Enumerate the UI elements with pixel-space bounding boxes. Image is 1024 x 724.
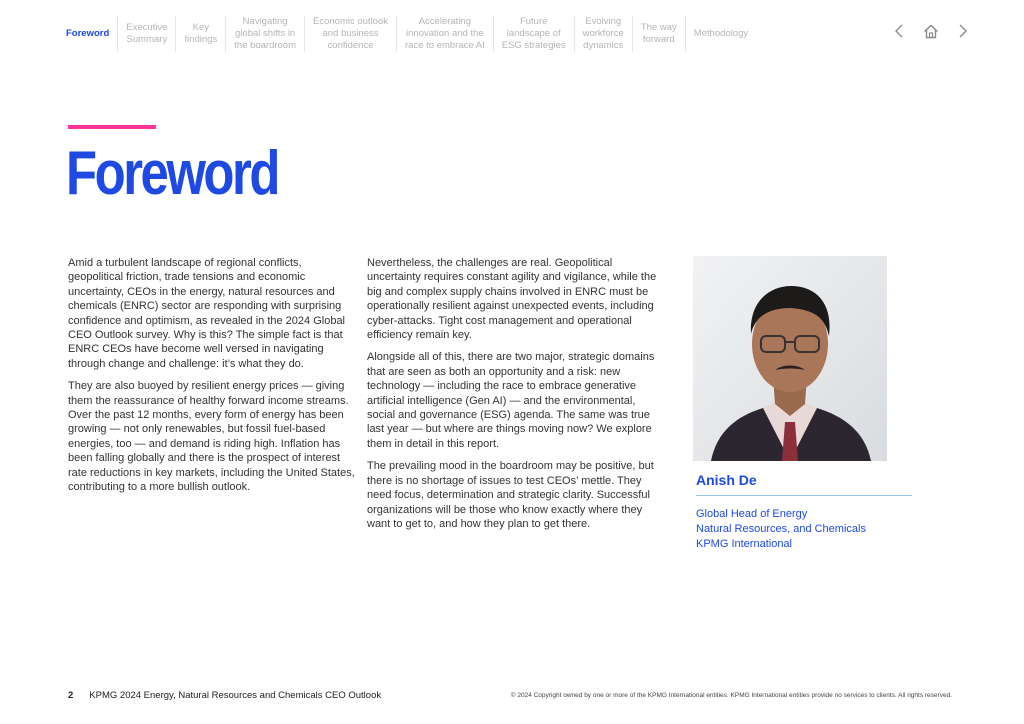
profile-divider bbox=[696, 495, 912, 496]
nav-item-label-line: innovation and the bbox=[406, 28, 484, 39]
nav-item-navigating-global-shifts-in-the-boardroom[interactable] bbox=[226, 16, 305, 52]
nav-item-future-landscape-of-esg-strategies[interactable] bbox=[494, 16, 575, 52]
nav-item-label-line: Economic outlook bbox=[313, 16, 388, 27]
nav-item-label-line: dynamics bbox=[583, 40, 624, 51]
page-number: 2 bbox=[68, 690, 74, 701]
nav-item-label-line: forward bbox=[642, 34, 675, 45]
nav-item-label-line: Executive bbox=[126, 22, 168, 33]
nav-item-foreword[interactable] bbox=[58, 16, 118, 52]
nav-item-label bbox=[405, 16, 485, 52]
nav-item-label bbox=[234, 16, 296, 52]
nav-item-label-line: global shifts in bbox=[235, 28, 296, 39]
section-navigation bbox=[58, 14, 756, 54]
nav-item-label-line: confidence bbox=[327, 40, 374, 51]
nav-item-label-line: Navigating bbox=[242, 16, 288, 27]
profile-title bbox=[696, 507, 866, 552]
page-controls bbox=[890, 22, 972, 40]
nav-item-evolving-workforce-dynamics[interactable] bbox=[575, 16, 633, 52]
footer-left bbox=[68, 690, 381, 701]
nav-item-accelerating-innovation-and-the-race-to-embrace-ai[interactable] bbox=[397, 16, 494, 52]
nav-item-label-line: Evolving bbox=[585, 16, 622, 27]
nav-item-label-line: race to embrace AI bbox=[405, 40, 485, 51]
body-column-1 bbox=[68, 256, 358, 503]
nav-item-label-line: landscape of bbox=[506, 28, 561, 39]
next-arrow-icon[interactable] bbox=[954, 22, 972, 40]
paragraph: They are also buoyed by resilient energy prices — giving them the reassurance of healthy forward income streams. Over the past 12 months, every form of energy has been growing — not only renewables, but fossil fuel-based energies, too — and demand is riding high. Inflation has been falling globally and there is the prospect of interest rate reductions in key markets, including the United States, contributing to a more bullish outlook. bbox=[68, 380, 355, 494]
nav-item-label bbox=[313, 16, 388, 52]
page-title: Foreword bbox=[66, 139, 278, 208]
title-accent-bar bbox=[68, 125, 156, 129]
nav-item-label bbox=[641, 22, 677, 46]
nav-item-key-findings[interactable] bbox=[176, 16, 226, 52]
nav-item-methodology[interactable] bbox=[686, 16, 756, 52]
nav-item-label-line: and business bbox=[322, 28, 379, 39]
nav-item-label bbox=[583, 16, 624, 52]
paragraph: Amid a turbulent landscape of regional conflicts, geopolitical friction, trade tensions and economic uncertainty, CEOs in the energy, natural resources and chemicals (ENRC) sector are responding with surprising confidence and optimism, as revealed in the 2024 Global CEO Outlook survey. Why is this? The simple fact is that ENRC CEOs have become well versed in navigating through change and challenge: it’s what they do. bbox=[68, 257, 346, 370]
paragraph: Nevertheless, the challenges are real. Geopolitical uncertainty requires constant agility and vigilance, while the big and complex supply chains involved in ENRC must be operationally resilient against unexpected events, including cyber-attacks. Tight cost management and operational efficiency remain key. bbox=[367, 257, 657, 342]
nav-item-label bbox=[184, 22, 217, 46]
copyright-notice: © 2024 Copyright owned by one or more of the KPMG International entities. KPMG International entities provide no services to clients. All rights reserved. bbox=[510, 692, 952, 699]
nav-item-the-way-forward[interactable] bbox=[633, 16, 686, 52]
nav-item-label-line: Future bbox=[519, 16, 548, 27]
nav-item-label-line: workforce bbox=[582, 28, 624, 39]
nav-item-label-line: Methodology bbox=[693, 28, 749, 39]
paragraph: Alongside all of this, there are two major, strategic domains that are seen as both an opportunity and a risk: new technology — including the race to embrace generative artificial intelligence (Gen AI) — and the environmental, social and governance (ESG) agenda. The same was true last year — but where are things moving now? We explore them in detail in this report. bbox=[367, 351, 655, 450]
nav-item-label-line: findings bbox=[184, 34, 218, 45]
nav-item-label-line: the boardroom bbox=[234, 40, 297, 51]
profile-role: Global Head of Energy bbox=[696, 508, 808, 520]
prev-arrow-icon[interactable] bbox=[890, 22, 908, 40]
nav-item-label-line: ESG strategies bbox=[501, 40, 566, 51]
paragraph: The prevailing mood in the boardroom may be positive, but there is no shortage of issues to test CEOs’ mettle. They need focus, determination and strategic clarity. Successful organizations will be those who know exactly where they want to get to, and how they plan to get there. bbox=[367, 460, 654, 530]
nav-item-label-line: The way bbox=[640, 22, 677, 33]
profile-name: Anish De bbox=[696, 472, 757, 488]
nav-item-label bbox=[126, 22, 167, 46]
nav-item-label-line: Summary bbox=[126, 34, 168, 45]
body-column-2 bbox=[367, 256, 657, 539]
nav-item-label bbox=[694, 28, 748, 40]
nav-item-label-line: Key bbox=[192, 22, 210, 33]
profile-sector: Natural Resources, and Chemicals bbox=[696, 523, 866, 535]
nav-item-label bbox=[502, 16, 566, 52]
nav-item-economic-outlook-and-business-confidence[interactable] bbox=[305, 16, 397, 52]
nav-item-label bbox=[66, 28, 109, 40]
portrait-photo bbox=[693, 256, 887, 461]
nav-item-label-line: Accelerating bbox=[418, 16, 471, 27]
nav-item-label-line: Foreword bbox=[66, 28, 110, 39]
home-icon[interactable] bbox=[922, 22, 940, 40]
profile-organization: KPMG International bbox=[696, 538, 792, 550]
publication-title: KPMG 2024 Energy, Natural Resources and Chemicals CEO Outlook bbox=[89, 690, 382, 701]
nav-item-executive-summary[interactable] bbox=[118, 16, 176, 52]
